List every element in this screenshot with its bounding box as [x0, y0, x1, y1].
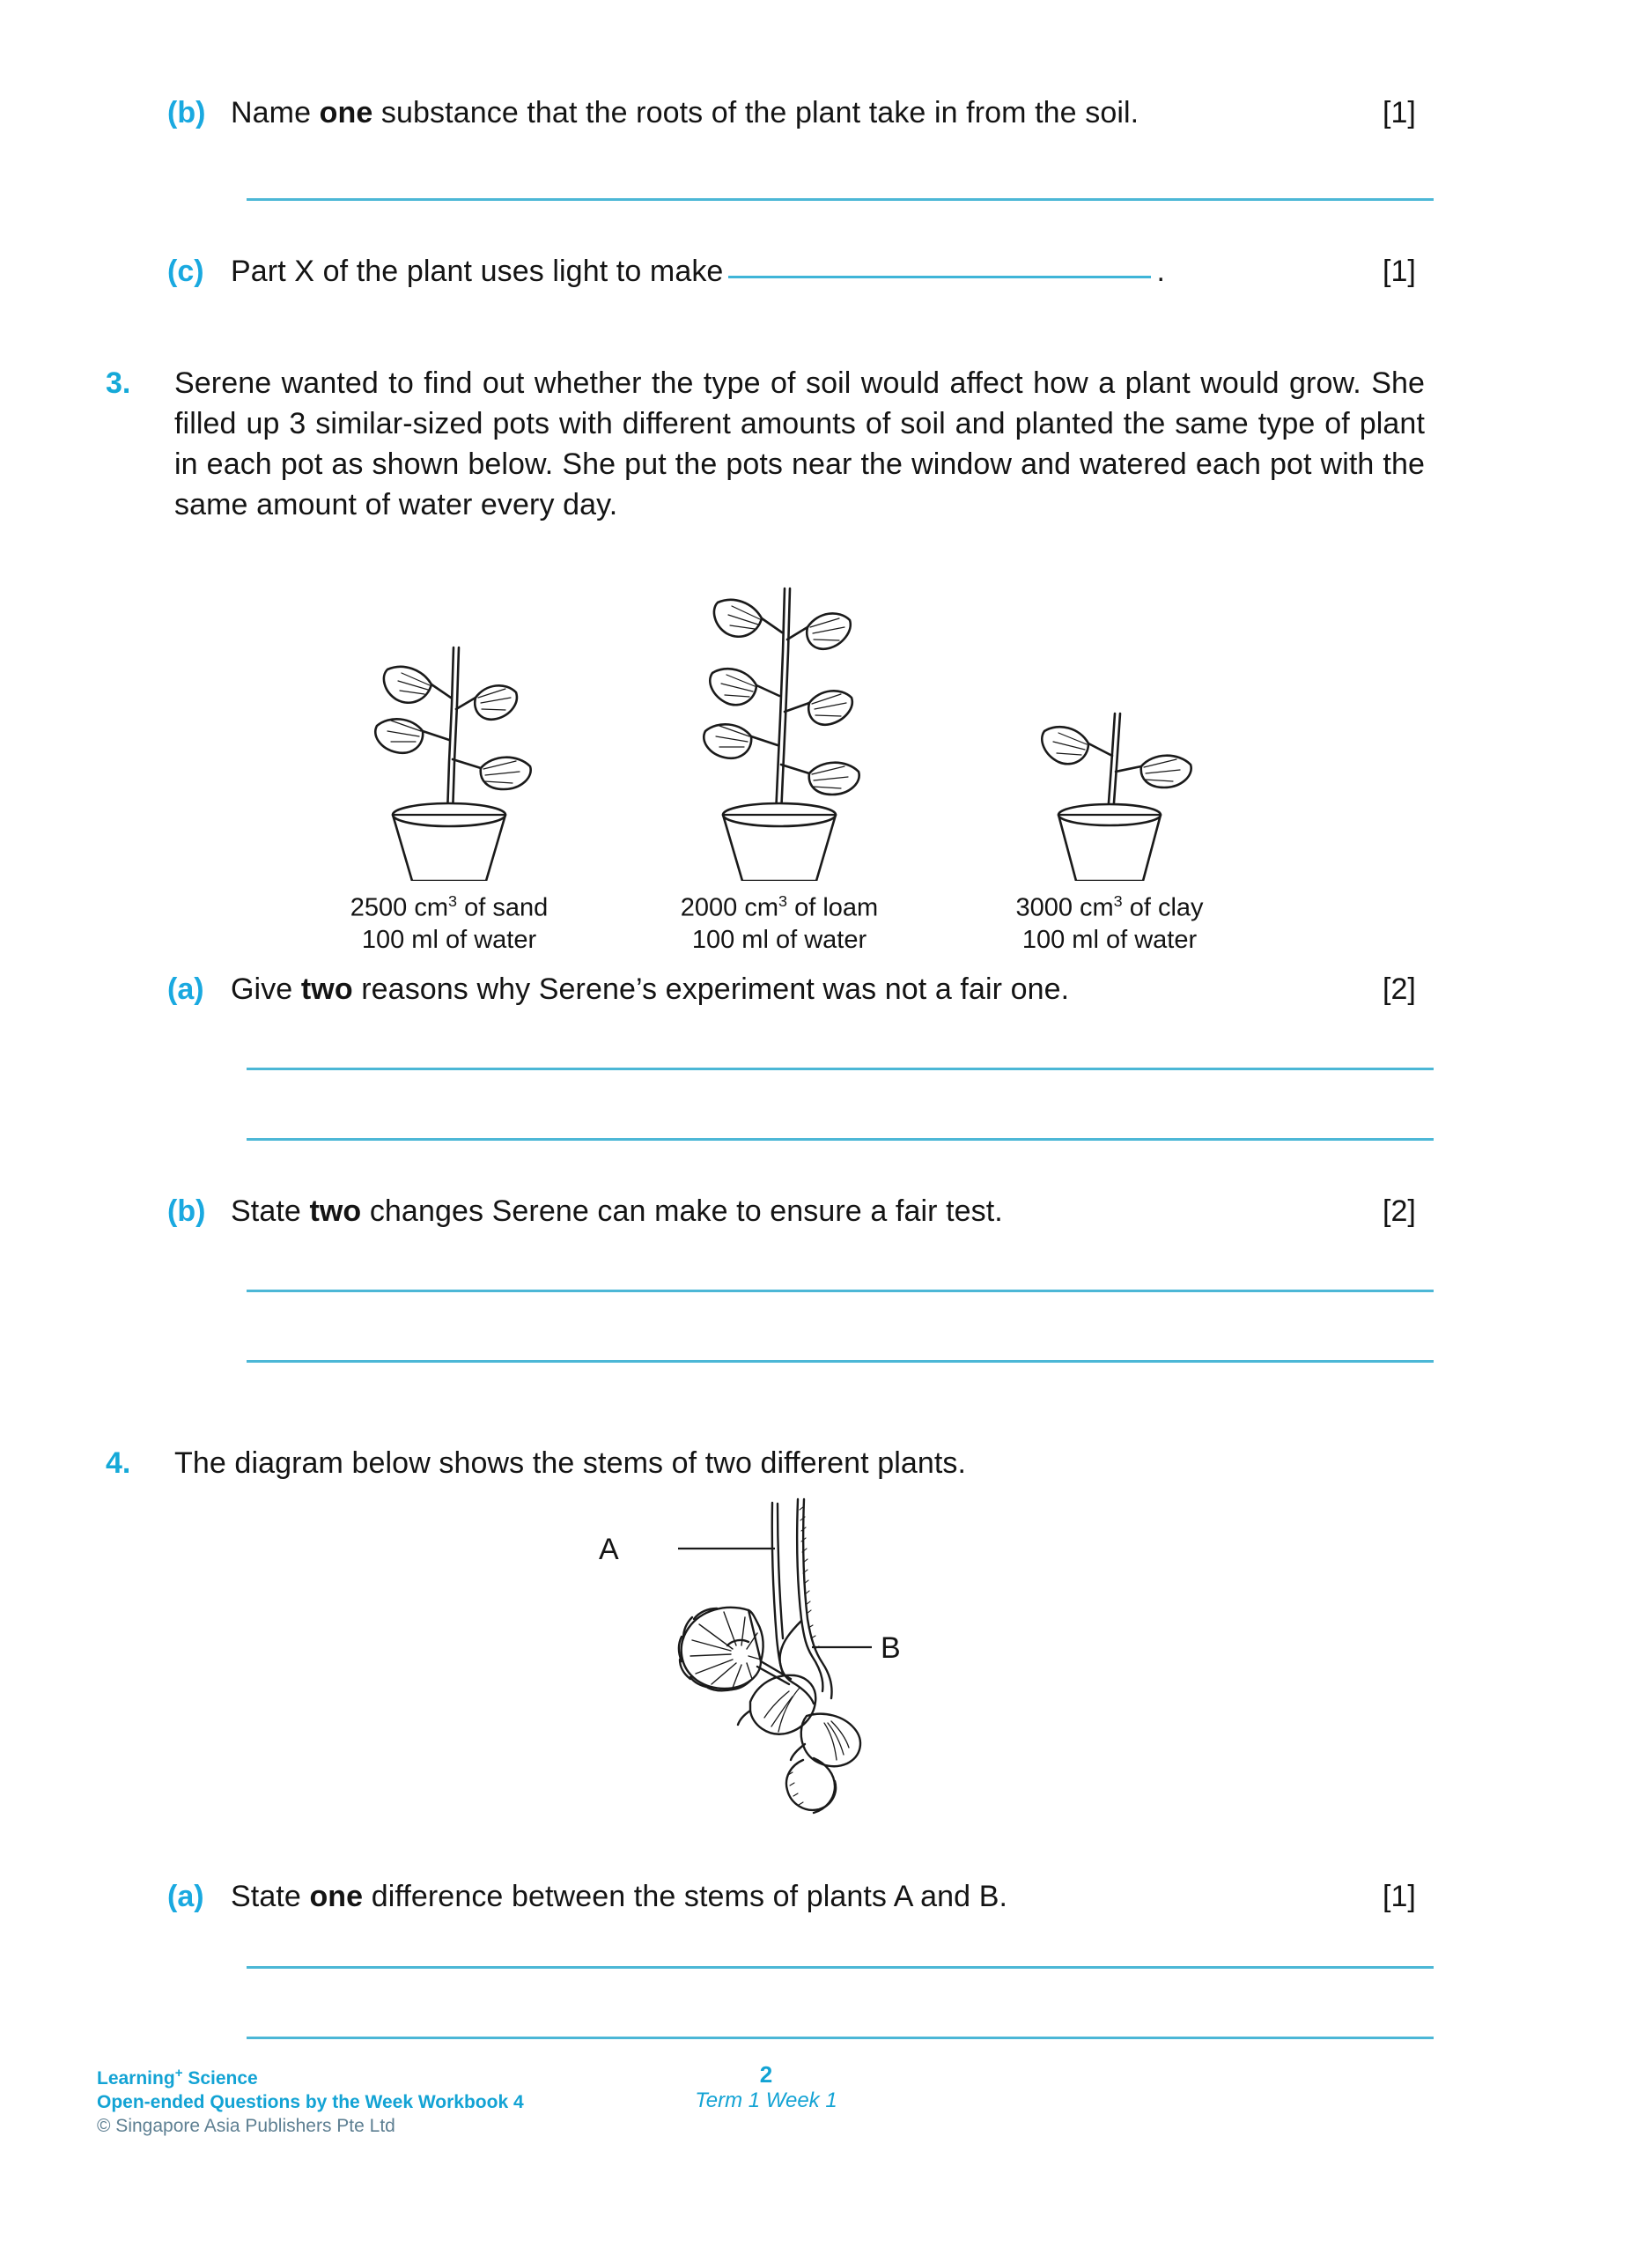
answer-line-4a-2[interactable] — [247, 2037, 1434, 2039]
pot-group-clay — [960, 564, 1259, 956]
question-2c-text-after: . — [1156, 255, 1165, 288]
pot-clay-caption-soil — [960, 885, 1259, 924]
question-3b-text-after: changes Serene can make to ensure a fair test. — [361, 1194, 1003, 1228]
footer-copyright: © Singapore Asia Publishers Pte Ltd — [97, 2116, 395, 2136]
pot-sand-exponent: 3 — [448, 892, 458, 910]
question-2c-text — [231, 251, 1165, 292]
question-2c-label: (c) — [167, 255, 204, 288]
pot-loam-name: of loam — [787, 893, 879, 922]
question-2b-row — [167, 92, 1400, 133]
question-4-stem: The diagram below shows the stems of two different plants. — [174, 1446, 967, 1480]
question-3b-text-before: State — [231, 1194, 310, 1228]
question-2b-text-after: substance that the roots of the plant take in from the soil. — [372, 96, 1139, 129]
pot-clay-exponent: 3 — [1113, 892, 1123, 910]
question-4-number: 4. — [106, 1446, 131, 1480]
footer-workbook-title: Open-ended Questions by the Week Workbook 4 — [97, 2092, 524, 2112]
question-3a-marks: [2] — [1383, 972, 1416, 1006]
question-3b-bold: two — [309, 1194, 362, 1228]
footer-series-title — [97, 2061, 524, 2090]
question-3a-bold: two — [300, 972, 353, 1006]
question-3a-text-before: Give — [231, 972, 301, 1006]
answer-line-3a-2[interactable] — [247, 1138, 1434, 1141]
question-3-row — [106, 363, 1444, 525]
stem-label-a: A — [599, 1533, 619, 1566]
question-4-row — [106, 1443, 1444, 1483]
question-4a-bold: one — [309, 1880, 364, 1913]
pot-loam-exponent: 3 — [778, 892, 788, 910]
footer-series-subject: Science — [182, 2068, 258, 2089]
question-4a-text — [231, 1876, 1007, 1917]
question-3a-text — [231, 969, 1069, 1009]
question-3a-text-after: reasons why Serene’s experiment was not a fair one. — [352, 972, 1070, 1006]
question-4a-marks: [1] — [1383, 1880, 1416, 1913]
question-2b-text-before: Name — [231, 96, 320, 129]
pot-sand-caption-water: 100 ml of water — [361, 925, 537, 954]
question-2c-text-before: Part X of the plant uses light to make — [231, 255, 724, 288]
pot-loam-volume: 2000 cm — [680, 893, 779, 922]
question-2b-marks: [1] — [1383, 96, 1416, 129]
question-3-number: 3. — [106, 366, 131, 400]
pot-clay-volume: 3000 cm — [1015, 893, 1114, 922]
question-3b-text — [231, 1191, 1003, 1231]
question-4a-label: (a) — [167, 1880, 204, 1913]
pot-group-loam — [630, 564, 929, 956]
question-4a-text-after: difference between the stems of plants A and B. — [363, 1880, 1008, 1913]
question-3b-label: (b) — [167, 1194, 206, 1228]
answer-line-2b-1[interactable] — [247, 198, 1434, 201]
question-3a-row — [167, 969, 1400, 1009]
pot-clay-caption-water: 100 ml of water — [1021, 925, 1198, 954]
pot-loam-caption-water: 100 ml of water — [691, 925, 867, 954]
footer-series-name: Learning — [97, 2068, 175, 2089]
pot-loam-illustration — [630, 564, 929, 881]
question-4a-text-before: State — [231, 1880, 310, 1913]
pot-loam-caption-soil — [630, 885, 929, 924]
term-week-label: Term 1 Week 1 — [695, 2089, 837, 2112]
pot-sand-name: of sand — [457, 893, 549, 922]
answer-line-3b-2[interactable] — [247, 1360, 1434, 1363]
question-3b-row — [167, 1191, 1400, 1231]
question-2c-row — [167, 251, 1400, 292]
pot-group-sand — [299, 564, 599, 956]
footer-publisher-block — [97, 2061, 524, 2138]
question-2b-text — [231, 92, 1139, 133]
question-2c-marks: [1] — [1383, 255, 1416, 288]
footer-page-block — [678, 2061, 854, 2114]
pot-sand-caption-soil — [299, 885, 599, 924]
stem-label-b: B — [881, 1631, 901, 1665]
pot-sand-illustration — [299, 564, 599, 881]
pot-sand-volume: 2500 cm — [350, 893, 449, 922]
answer-line-3a-1[interactable] — [247, 1068, 1434, 1070]
question-2b-bold: one — [319, 96, 373, 129]
soil-pots-figure — [299, 564, 1259, 954]
question-3-stem: Serene wanted to find out whether the type of soil would affect how a plant would grow. She filled up 3 similar-sized pots with different amounts of soil and planted the same type of plant in each pot as shown below. She put the pots near the window and watered each pot with the same amount of water every day. — [174, 366, 1425, 521]
pot-clay-name: of clay — [1122, 893, 1204, 922]
answer-blank-2c[interactable] — [728, 275, 1151, 278]
question-4a-row — [167, 1876, 1400, 1917]
question-3b-marks: [2] — [1383, 1194, 1416, 1228]
pot-clay-illustration — [960, 564, 1259, 881]
question-3a-label: (a) — [167, 972, 204, 1006]
answer-line-4a-1[interactable] — [247, 1966, 1434, 1969]
plant-stems-figure — [599, 1480, 1074, 1867]
answer-line-3b-1[interactable] — [247, 1290, 1434, 1292]
stems-illustration — [616, 1480, 1074, 1867]
footer-series-plus: + — [174, 2066, 183, 2081]
page-number: 2 — [759, 2061, 773, 2088]
question-2b-label: (b) — [167, 96, 206, 129]
